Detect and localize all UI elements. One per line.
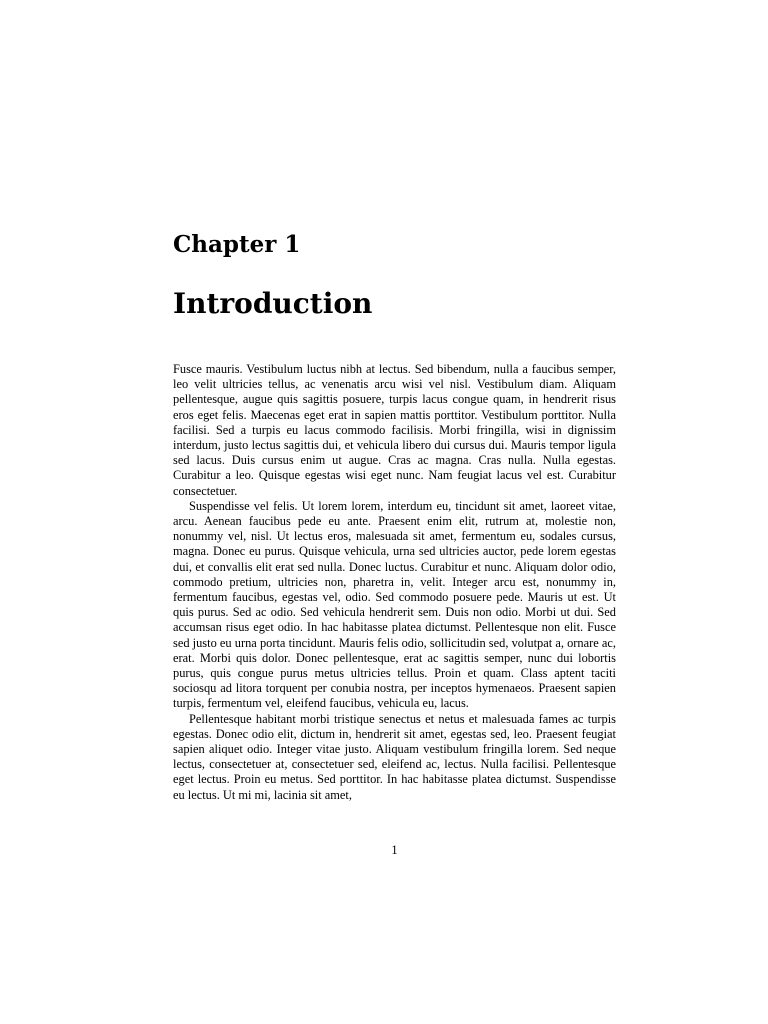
document-page xyxy=(173,0,616,1024)
body-text xyxy=(173,362,616,803)
chapter-title: Introduction xyxy=(173,287,373,320)
paragraph-2: Suspendisse vel felis. Ut lorem lorem, interdum eu, tincidunt sit amet, laoreet vitae, arcu. Aenean faucibus pede eu ante. Praesent enim elit, rutrum at, molestie non, nonummy vel, nisl. Ut lectus eros, malesuada sit amet, fermentum eu, sodales cursus, magna. Donec eu purus. Quisque vehicula, urna sed ultricies auctor, pede lorem egestas dui, et convallis elit erat sed nulla. Donec luctus. Curabitur et nunc. Aliquam dolor odio, commodo pretium, ultricies non, pharetra in, velit. Integer arcu est, nonummy in, fermentum faucibus, egestas vel, odio. Sed commodo posuere pede. Mauris ut est. Ut quis purus. Sed ac odio. Sed vehicula hendrerit sem. Duis non odio. Morbi ut dui. Sed accumsan risus eget odio. In hac habitasse platea dictumst. Pellentesque non elit. Fusce sed justo eu urna porta tincidunt. Mauris felis odio, sollicitudin sed, volutpat a, ornare ac, erat. Morbi quis dolor. Donec pellentesque, erat ac sagittis semper, nunc dui lobortis purus, quis congue purus metus ultricies tellus. Proin et quam. Class aptent taciti sociosqu ad litora torquent per conubia nostra, per inceptos hymenaeos. Praesent sapien turpis, fermentum vel, eleifend faucibus, vehicula eu, lacus. xyxy=(173,498,616,711)
paragraph-3: Pellentesque habitant morbi tristique senectus et netus et malesuada fames ac turpis egestas. Donec odio elit, dictum in, hendrerit sit amet, egestas sed, leo. Praesent feugiat sapien aliquet odio. Integer vitae justo. Aliquam vestibulum fringilla lorem. Sed neque lectus, consectetuer at, consectetuer sed, eleifend ac, lectus. Nulla facilisi. Pellentesque eget lectus. Proin eu metus. Sed porttitor. In hac habitasse platea dictumst. Suspendisse eu lectus. Ut mi mi, lacinia sit amet, xyxy=(173,711,616,802)
paragraph-1: Fusce mauris. Vestibulum luctus nibh at lectus. Sed bibendum, nulla a faucibus semper, leo velit ultricies tellus, ac venenatis arcu wisi vel nisl. Vestibulum diam. Aliquam pellentesque, augue quis sagittis posuere, turpis lacus congue quam, in hendrerit risus eros eget felis. Maecenas eget erat in sapien mattis porttitor. Vestibulum porttitor. Nulla facilisi. Sed a turpis eu lacus commodo facilisis. Morbi fringilla, wisi in dignissim interdum, justo lectus sagittis dui, et vehicula libero dui cursus dui. Mauris tempor ligula sed lacus. Duis cursus enim ut augue. Cras ac magna. Cras nulla. Nulla egestas. Curabitur a leo. Quisque egestas wisi eget nunc. Nam feugiat lacus vel est. Curabitur consectetuer. xyxy=(173,362,616,498)
page-number: 1 xyxy=(391,843,398,857)
chapter-label: Chapter 1 xyxy=(173,231,301,258)
